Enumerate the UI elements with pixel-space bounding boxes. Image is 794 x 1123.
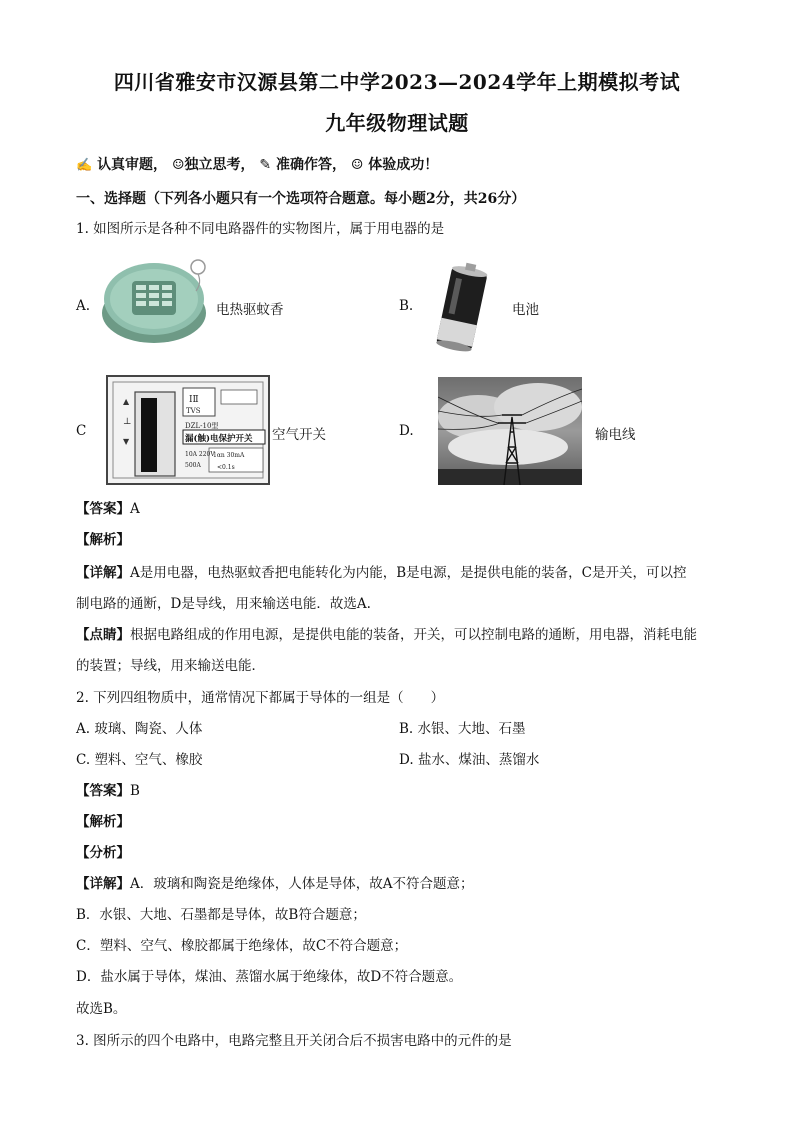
switch-capacity: 500A [185, 462, 201, 469]
point-text: 根据电路组成的作用电源，是提供电能的装备，开关，可以控制电路的通断，用电器，消耗电能 [130, 627, 697, 643]
q1-option-b-label: 电池 [512, 302, 539, 318]
writing-hand-icon: ✎ [259, 157, 272, 173]
battery-image [428, 262, 498, 354]
q1-stem: 1. 如图所示是各种不同电路器件的实物图片，属于用电器的是 [76, 221, 445, 237]
answer-value: A [130, 501, 140, 517]
point-tag: 【点睛】 [76, 627, 130, 643]
q1-option-c-label: 空气开关 [272, 427, 326, 443]
switch-mark-1: ⅠⅡ [189, 395, 199, 405]
q2-option-d [399, 750, 539, 770]
power-line-image [438, 377, 582, 485]
q2-option-c-label: 塑料、空气、橡胶 [94, 752, 203, 768]
q2-stem: 2. 下列四组物质中，通常情况下都属于导体的一组是（ ） [76, 690, 445, 706]
q1-detail-line-2: 制电路的通断，D是导线，用来输送电能．故选A. [76, 596, 371, 612]
pen-icon: ✍ [76, 158, 93, 173]
q2-detail-line-2: B．水银、大地、石墨都是导体，故B符合题意； [76, 907, 366, 923]
q2-answer-value: B [130, 783, 140, 799]
detail-tag: 【详解】 [76, 565, 130, 581]
switch-rating: 10A 220V [185, 451, 215, 458]
svg-text:▲: ▲ [123, 397, 130, 406]
q2-detail-line-4: D．盐水属于导体，煤油、蒸馏水属于绝缘体，故D不符合题意。 [76, 969, 463, 985]
switch-model: DZL-10型 [185, 422, 219, 430]
switch-leakage: 1αn 30mA [213, 452, 245, 459]
q2-option-d-letter: D. [399, 752, 414, 768]
switch-time: <0.1s [217, 464, 235, 471]
q1-analysis-tag: 【解析】 [76, 532, 130, 548]
q2-option-a [76, 719, 202, 739]
q1-option-a-letter: A. [76, 298, 91, 314]
answer-tag: 【答案】 [76, 501, 130, 517]
q2-option-b-letter: B. [399, 721, 414, 737]
tip-3: 准确作答， [275, 157, 346, 173]
svg-text:⊥: ⊥ [123, 417, 132, 427]
q2-option-c-letter: C. [76, 752, 91, 768]
q1-option-d-label: 输电线 [595, 427, 636, 443]
q2-detail-text: A．玻璃和陶瓷是绝缘体，人体是导体，故A不符合题意； [130, 876, 474, 892]
q1-point-line-2: 的装置；导线，用来输送电能． [76, 658, 265, 674]
q2-detail-tag: 【详解】 [76, 876, 130, 892]
tip-1: 认真审题， [97, 157, 168, 173]
q3-stem: 3. 图所示的四个电路中，电路完整且开关闭合后不损害电路中的元件的是 [76, 1033, 512, 1049]
tip-4: 体验成功！ [368, 157, 439, 173]
q1-option-a-label: 电热驱蚊香 [216, 302, 284, 318]
q2-option-d-label: 盐水、煤油、蒸馏水 [417, 752, 540, 768]
q2-answer-tag: 【答案】 [76, 783, 130, 799]
section-heading: 一、选择题（下列各小题只有一个选项符合题意。每小题2分，共26分） [76, 191, 526, 207]
switch-mark-2: TVS [186, 407, 201, 415]
q1-answer [76, 499, 140, 519]
tips-line [76, 154, 438, 174]
q1-option-d-letter: D. [399, 423, 414, 439]
q2-analysis-tag: 【解析】 [76, 814, 130, 830]
q2-detail-line-1 [76, 874, 474, 894]
mosquito-repellent-image [96, 253, 218, 357]
detail-text: A是用电器，电热驱蚊香把电能转化为内能，B是电源，是提供电能的装备，C是开关，可以控 [130, 565, 687, 581]
q2-option-c [76, 750, 202, 770]
q2-detail-line-3: C．塑料、空气、橡胶都属于绝缘体，故C不符合题意； [76, 938, 408, 954]
q1-option-b-letter: B. [399, 298, 414, 314]
q2-option-a-label: 玻璃、陶瓷、人体 [94, 721, 203, 737]
q2-option-b-label: 水银、大地、石墨 [417, 721, 526, 737]
q2-option-a-letter: A. [76, 721, 91, 737]
exam-subtitle: 九年级物理试题 [325, 111, 469, 135]
smile-icon: ☺ [171, 157, 185, 173]
switch-name: 漏(触)电保护开关 [185, 434, 253, 444]
q1-option-c-letter: C [76, 423, 87, 439]
air-switch-image [105, 374, 271, 486]
q1-detail-line-1 [76, 563, 687, 583]
q2-fenxi-tag: 【分析】 [76, 845, 130, 861]
exam-title: 四川省雅安市汉源县第二中学2023—2024学年上期模拟考试 [113, 70, 681, 94]
smile-icon-2: ☺ [350, 157, 364, 173]
q2-option-b [399, 719, 526, 739]
svg-text:▼: ▼ [123, 437, 130, 446]
q1-point-line-1 [76, 625, 697, 645]
tip-2: 独立思考， [184, 157, 255, 173]
q2-conclusion: 故选B。 [76, 1001, 127, 1017]
q2-answer [76, 781, 140, 801]
